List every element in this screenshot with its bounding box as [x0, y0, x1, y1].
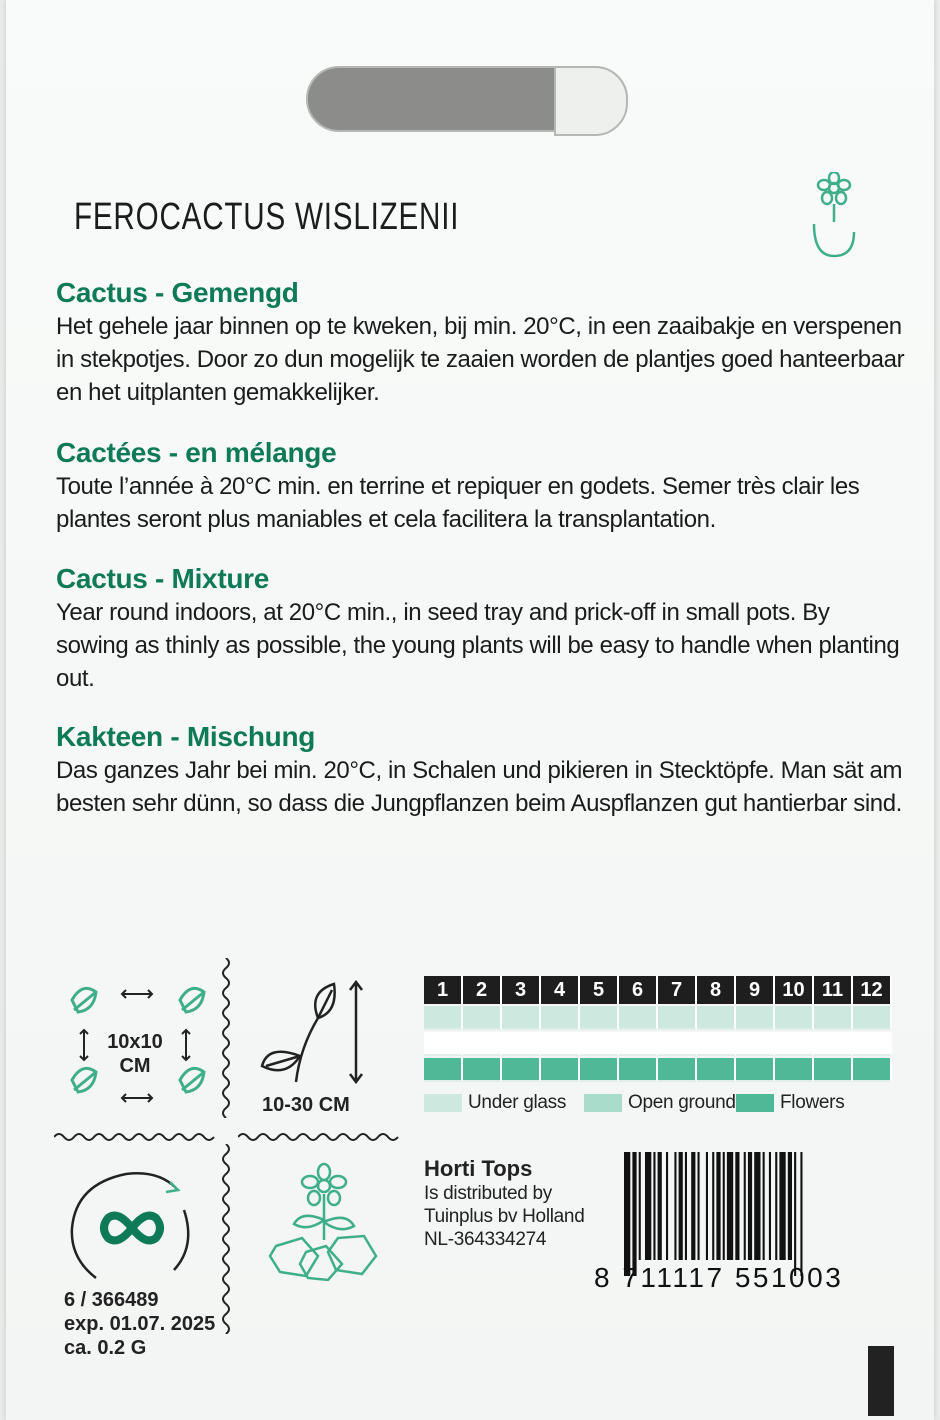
calendar-cell — [424, 1006, 463, 1030]
calendar-cell — [814, 1032, 853, 1056]
barcode-bar — [691, 1152, 695, 1260]
flower-pot-icon — [804, 172, 864, 264]
calendar-cell — [619, 1006, 658, 1030]
calendar-cell — [658, 1058, 697, 1082]
calendar-cell — [775, 1032, 814, 1056]
calendar-cell — [580, 1006, 619, 1030]
barcode-bar — [788, 1152, 792, 1260]
month-number: 11 — [814, 976, 853, 1004]
section-text: Toute l’année à 20°C min. en terrine et repiquer en godets. Semer très clair les plantes seront plus maniables et cela facilitera la transplantation. — [56, 473, 860, 533]
calendar-cell — [424, 1032, 463, 1056]
month-header — [424, 976, 892, 1004]
calendar-cell — [580, 1032, 619, 1056]
barcode-bar — [794, 1152, 796, 1276]
calendar-cell — [814, 1006, 853, 1030]
calendar-cell — [541, 1058, 580, 1082]
calendar-cell — [463, 1058, 502, 1082]
spacing-label — [98, 1030, 172, 1078]
calendar-cell — [853, 1006, 892, 1030]
barcode-bar — [685, 1152, 687, 1260]
barcode-bar — [666, 1152, 668, 1260]
section-text: Het gehele jaar binnen op te kweken, bij min. 20°C, in een zaaibakje en verspenen in stekpotjes. Door zo dun mogelijk te zaaien worden de plantjes goed hanteerbaar en het uitplanten gemakkelijker. — [56, 313, 905, 406]
barcode-bar — [712, 1152, 714, 1260]
divider-horizontal — [238, 1130, 402, 1144]
divider-horizontal — [54, 1130, 218, 1144]
section-english — [56, 562, 906, 695]
barcode-bar — [639, 1152, 641, 1260]
barcode-bar — [645, 1152, 651, 1260]
barcode-bar — [744, 1152, 746, 1260]
product-title: FEROCACTUS WISLIZENII — [74, 196, 460, 238]
month-number: 10 — [775, 976, 814, 1004]
perennial-infinity-icon — [66, 1166, 198, 1290]
month-number: 1 — [424, 976, 463, 1004]
barcode-bar — [716, 1152, 720, 1260]
barcode-bar — [632, 1152, 636, 1276]
barcode-bar — [674, 1152, 676, 1260]
barcode-bar — [769, 1152, 771, 1260]
barcode-bar — [653, 1152, 655, 1260]
section-dutch — [56, 276, 906, 409]
month-number: 12 — [853, 976, 892, 1004]
divider-vertical — [216, 958, 236, 1118]
distributor-line: Tuinplus bv Holland — [424, 1206, 585, 1227]
lot-number: 6 / 366489 — [64, 1289, 159, 1311]
month-number: 2 — [463, 976, 502, 1004]
distributor-line: Is distributed by — [424, 1183, 552, 1204]
calendar-cell — [736, 1006, 775, 1030]
calendar-cell — [424, 1058, 463, 1082]
month-number: 6 — [619, 976, 658, 1004]
month-number: 7 — [658, 976, 697, 1004]
calendar-cell — [502, 1006, 541, 1030]
barcode-bar — [658, 1152, 662, 1260]
legend-open-ground — [584, 1092, 736, 1114]
section-heading: Cactus - Mixture — [56, 563, 270, 594]
section-heading: Cactées - en mélange — [56, 437, 337, 468]
legend-swatch — [424, 1094, 462, 1112]
hang-hole — [306, 66, 628, 132]
calendar-row-under-glass — [424, 1006, 892, 1030]
calendar-cell — [541, 1006, 580, 1030]
month-number: 8 — [697, 976, 736, 1004]
barcode-bar — [735, 1152, 739, 1260]
section-heading: Cactus - Gemengd — [56, 277, 299, 308]
calendar-cell — [580, 1058, 619, 1082]
calendar-cell — [658, 1006, 697, 1030]
spacing-value: 10x10 — [107, 1031, 163, 1053]
barcode-bar — [800, 1152, 802, 1276]
barcode-bar — [679, 1152, 683, 1260]
calendar-row-flowers — [424, 1058, 892, 1082]
barcode-bar — [727, 1152, 733, 1260]
calendar-cell — [697, 1032, 736, 1056]
brand-name: Horti Tops — [424, 1156, 533, 1181]
barcode-bar — [775, 1152, 777, 1260]
divider-vertical — [216, 1144, 236, 1334]
calendar-cell — [619, 1058, 658, 1082]
legend-flowers — [736, 1092, 844, 1114]
calendar-cell — [463, 1006, 502, 1030]
calendar-cell — [697, 1058, 736, 1082]
expiry-date: exp. 01.07. 2025 — [64, 1313, 216, 1335]
month-number: 5 — [580, 976, 619, 1004]
legend-under-glass — [424, 1092, 566, 1114]
barcode-bar — [698, 1152, 700, 1260]
calendar-row-open-ground — [424, 1032, 892, 1056]
plant-height-icon — [256, 978, 376, 1088]
calendar-cell — [775, 1006, 814, 1030]
seed-weight: ca. 0.2 G — [64, 1337, 147, 1359]
section-text: Year round indoors, at 20°C min., in seed tray and prick-off in small pots. By sowing as thinly as possible, the young plants will be easy to handle when planting out. — [56, 599, 900, 692]
spacing-unit: CM — [119, 1055, 151, 1077]
calendar-cell — [502, 1058, 541, 1082]
barcode-number: 8 711117 551003 — [594, 1262, 844, 1293]
distributor-line: NL-364334274 — [424, 1229, 547, 1250]
barcode-bar — [754, 1152, 760, 1260]
lot-info — [64, 1288, 215, 1360]
section-german — [56, 720, 906, 820]
month-number: 9 — [736, 976, 775, 1004]
distributor-info — [424, 1156, 584, 1251]
height-label: 10-30 CM — [262, 1094, 350, 1116]
month-number: 4 — [541, 976, 580, 1004]
section-french — [56, 436, 906, 536]
calendar-cell — [853, 1032, 892, 1056]
barcode-bar — [723, 1152, 725, 1260]
seed-packet-back — [6, 0, 934, 1420]
legend-label: Under glass — [468, 1092, 567, 1113]
calendar-cell — [736, 1032, 775, 1056]
calendar-cell — [853, 1058, 892, 1082]
legend-label: Open ground — [628, 1092, 736, 1113]
calendar-cell — [658, 1032, 697, 1056]
calendar-cell — [502, 1032, 541, 1056]
flower-transplant-icon — [262, 1160, 386, 1284]
barcode-bar — [706, 1152, 708, 1260]
calendar-cell — [775, 1058, 814, 1082]
calendar-cell — [697, 1006, 736, 1030]
barcode-bar — [779, 1152, 785, 1260]
edge-mark — [868, 1346, 894, 1416]
calendar-cell — [463, 1032, 502, 1056]
calendar-cell — [814, 1058, 853, 1082]
calendar-cell — [541, 1032, 580, 1056]
barcode-bar — [763, 1152, 765, 1260]
legend-swatch — [736, 1094, 774, 1112]
legend-label: Flowers — [780, 1092, 845, 1113]
calendar-cell — [619, 1032, 658, 1056]
barcode — [618, 1152, 890, 1278]
section-heading: Kakteen - Mischung — [56, 721, 316, 752]
calendar-cell — [736, 1058, 775, 1082]
section-text: Das ganzes Jahr bei min. 20°C, in Schalen und pikieren in Stecktöpfe. Man sät am besten sehr dünn, so dass die Jungpflanzen beim Auspflanzen gut hantierbar sind. — [56, 757, 903, 817]
barcode-bar — [748, 1152, 752, 1260]
barcode-bar — [624, 1152, 630, 1276]
month-number: 3 — [502, 976, 541, 1004]
legend-swatch — [584, 1094, 622, 1112]
